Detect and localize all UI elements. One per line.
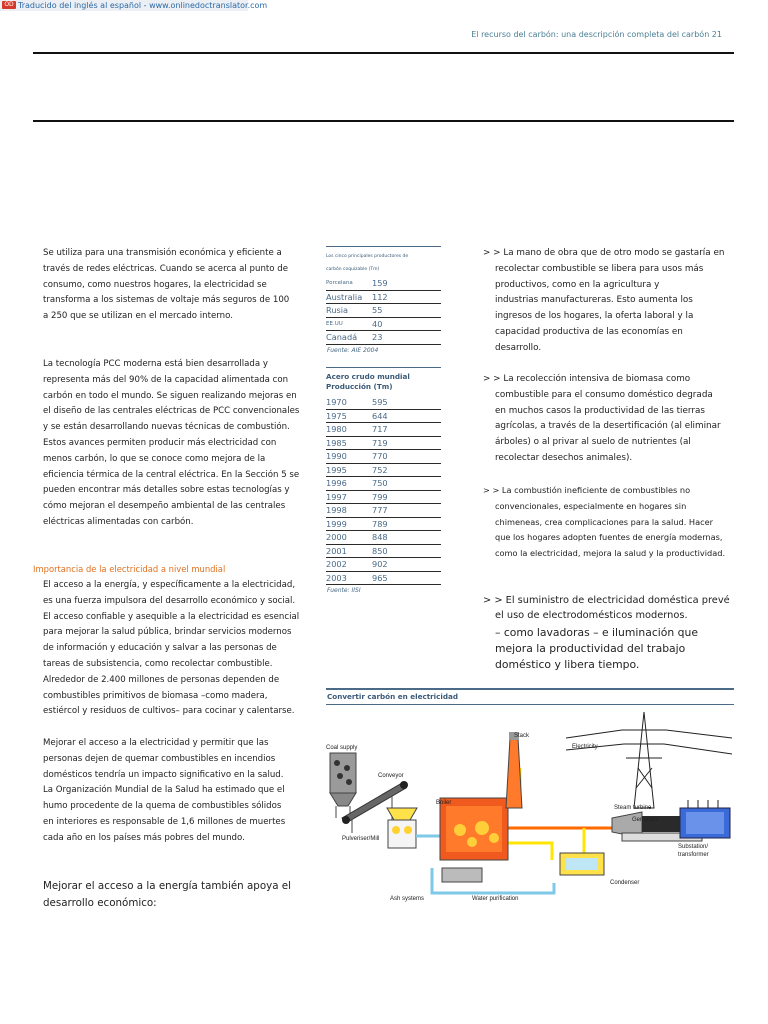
running-header: El recurso del carbón: una descripción completa del carbón 21 [471,30,722,39]
table-cell-label: Canadá [326,331,372,345]
table2-title: Acero crudo mundial Producción (Tm) [326,372,410,391]
ash-system [442,868,482,882]
translator-banner-text[interactable]: Traducido del inglés al español - www.onlinedoctranslator.com [18,1,268,10]
diagram-top-rule [326,688,734,690]
table-row [326,463,441,477]
table-cell-value: 750 [372,477,441,491]
substation-transformer [680,800,730,838]
table-cell-label: 1975 [326,409,372,423]
bullet-appliances: > > El suministro de electricidad doméstica prevé el uso de electrodomésticos modernos. [483,595,730,621]
table-row [326,317,441,331]
table-cell-label: 1990 [326,450,372,464]
table-cell-value: 770 [372,450,441,464]
table-cell-value: 777 [372,504,441,518]
table-steel-production [326,396,441,585]
table-cell-label: Australia [326,290,372,304]
label-ash: Ash systems [390,896,425,902]
table-row [326,277,441,290]
bullet-combustion: > > La combustión ineficiente de combustibles no convencionales, especialmente en hogares sin chimeneas, crea complicaciones para la salud. Hacer que los hogares adopten fuentes de energía modernas, como la electricidad, mejora la salud y la productividad. [483,485,726,559]
table-row [326,409,441,423]
table-cell-value: 717 [372,423,441,437]
paragraph-health: Mejorar el acceso a la electricidad y permitir que las personas dejen de quemar combustibles en incendios domésticos tendría un impacto significativo en la salud. La Organización Mundial de la Salud ha estimado que el humo procedente de la quema de combustibles sólidos en interiores es responsable de 1,6 millones de muertes cada año en los países más pobres del mundo. [43,738,286,843]
table-cell-value: 799 [372,490,441,504]
label-boiler: Boiler [436,800,452,806]
table-row [326,558,441,572]
table-row [326,450,441,464]
table-cell-value: 850 [372,544,441,558]
label-condenser: Condenser [610,880,640,886]
table-cell-label: 1970 [326,396,372,409]
table-coking-coal [326,277,441,345]
table-cell-label: EE.UU [326,317,372,331]
table-cell-value: 159 [372,277,441,290]
bullet-appliances-cont: – como lavadoras – e iluminación que mejora la productividad del trabajo doméstico y libera tiempo. [495,626,699,671]
table-row [326,304,441,318]
table-cell-value: 644 [372,409,441,423]
stack [506,732,522,808]
table1-top-rule [326,246,441,247]
label-substation-2: transformer [678,852,709,858]
coal-supply-hopper [330,753,356,818]
paragraph-pcc: La tecnología PCC moderna está bien desarrollada y representa más del 90% de la capacidad alimentada con carbón en todo el mundo. Se siguen realizando mejoras en el diseño de las centrales eléctricas de PCC convencionales y se están desarrollando nuevas técnicas de combustión. Estos avances permiten producir más electricidad con menos carbón, lo que se conoce como mejora de la eficiencia térmica de la central eléctrica. En la Sección 5 se pueden encontrar más detalles sobre estas tecnologías y cómo mejoran el desempeño ambiental de las centrales eléctricas alimentadas con carbón. [43,359,300,527]
second-rule [33,120,734,122]
label-substation: Substation/ [678,844,709,850]
top-rule [33,52,734,54]
table-cell-label: 1999 [326,517,372,531]
translator-logo: OD [2,1,16,9]
table-row [326,571,441,585]
table-cell-value: 719 [372,436,441,450]
table-cell-label: 2000 [326,531,372,545]
section-heading: Importancia de la electricidad a nivel mundial [33,564,226,574]
table1-title: Los cinco principales productores de carbón coquizable (Tm) [326,254,409,272]
condenser [560,853,604,875]
table-cell-label: 1995 [326,463,372,477]
table-row [326,531,441,545]
table-cell-label: 1998 [326,504,372,518]
table-row [326,517,441,531]
label-conveyor: Conveyor [378,773,404,779]
table2-top-rule [326,367,441,368]
table-cell-label: Porcelana [326,277,372,290]
bullet-labour: > > La mano de obra que de otro modo se gastaría en recolectar combustible se libera para usos más productivos, como en la agricultura y industrias manufactureras. Esto aumenta los ingresos de los hogares, la oferta laboral y la capacidad productiva de las economías en desarrollo. [483,248,725,353]
table-row [326,504,441,518]
table-cell-value: 848 [372,531,441,545]
diagram-title-rule [326,704,734,705]
label-water: Water purification [472,896,519,902]
table2-source: Fuente: IISI [327,587,361,594]
table-row [326,544,441,558]
table-row [326,477,441,491]
table-cell-value: 112 [372,290,441,304]
paragraph-economic: Mejorar el acceso a la energía también apoya el desarrollo económico: [43,880,291,909]
diagram-title: Convertir carbón en electricidad [327,692,459,701]
table-cell-label: 2001 [326,544,372,558]
pulveriser-mill [387,808,417,848]
table-cell-value: 55 [372,304,441,318]
bullet-biomass: > > La recolección intensiva de biomasa como combustible para el consumo doméstico degrada en muchos casos la productividad de las tierras agrícolas, a través de la desertificación (al eliminar árboles) o al privar al suelo de nutrientes (al recolectar desechos animales). [483,374,721,463]
paragraph-access: El acceso a la energía, y específicamente a la electricidad, es una fuerza impulsora del desarrollo económico y social. El acceso confiable y asequible a la electricidad es esencial para mejorar la salud pública, brindar servicios modernos de información y educación y salvar a las personas de tareas de subsistencia, como recolectar combustible. Alrededor de 2.400 millones de personas dependen de combustibles primitivos de biomasa –como madera, estiércol y residuos de cultivos– para cocinar y calentarse. [43,580,300,717]
table-row [326,331,441,345]
table-cell-value: 965 [372,571,441,585]
table-cell-label: 1985 [326,436,372,450]
table-cell-value: 752 [372,463,441,477]
label-coal-supply: Coal supply [326,745,358,751]
table-row [326,490,441,504]
table-cell-value: 23 [372,331,441,345]
table-row [326,396,441,409]
translator-banner[interactable] [0,0,268,11]
table-cell-value: 595 [372,396,441,409]
table-cell-label: 2002 [326,558,372,572]
label-steam-turbine: Steam turbine [614,805,652,811]
coal-power-diagram [322,708,736,904]
table1-source: Fuente: AIE 2004 [327,347,379,354]
table-cell-value: 789 [372,517,441,531]
label-electricity: Electricity [572,744,598,750]
table-cell-label: 2003 [326,571,372,585]
label-stack: Stack [514,733,530,739]
table-row [326,423,441,437]
table-row [326,290,441,304]
table-cell-value: 902 [372,558,441,572]
table-cell-value: 40 [372,317,441,331]
table-cell-label: 1997 [326,490,372,504]
table-cell-label: 1996 [326,477,372,491]
label-generator: Generator [632,817,660,823]
table-cell-label: 1980 [326,423,372,437]
boiler [440,798,508,860]
transmission-tower [566,712,732,808]
paragraph-transmission: Se utiliza para una transmisión económica y eficiente a través de redes eléctricas. Cuando se acerca al punto de consumo, como nuestros hogares, la electricidad se transforma a los sistemas de voltaje más seguros de 100 a 250 que se utilizan en el mercado interno. [43,248,290,322]
table-row [326,436,441,450]
table-cell-label: Rusia [326,304,372,318]
label-pulveriser: Pulveriser/Mill [342,836,380,842]
